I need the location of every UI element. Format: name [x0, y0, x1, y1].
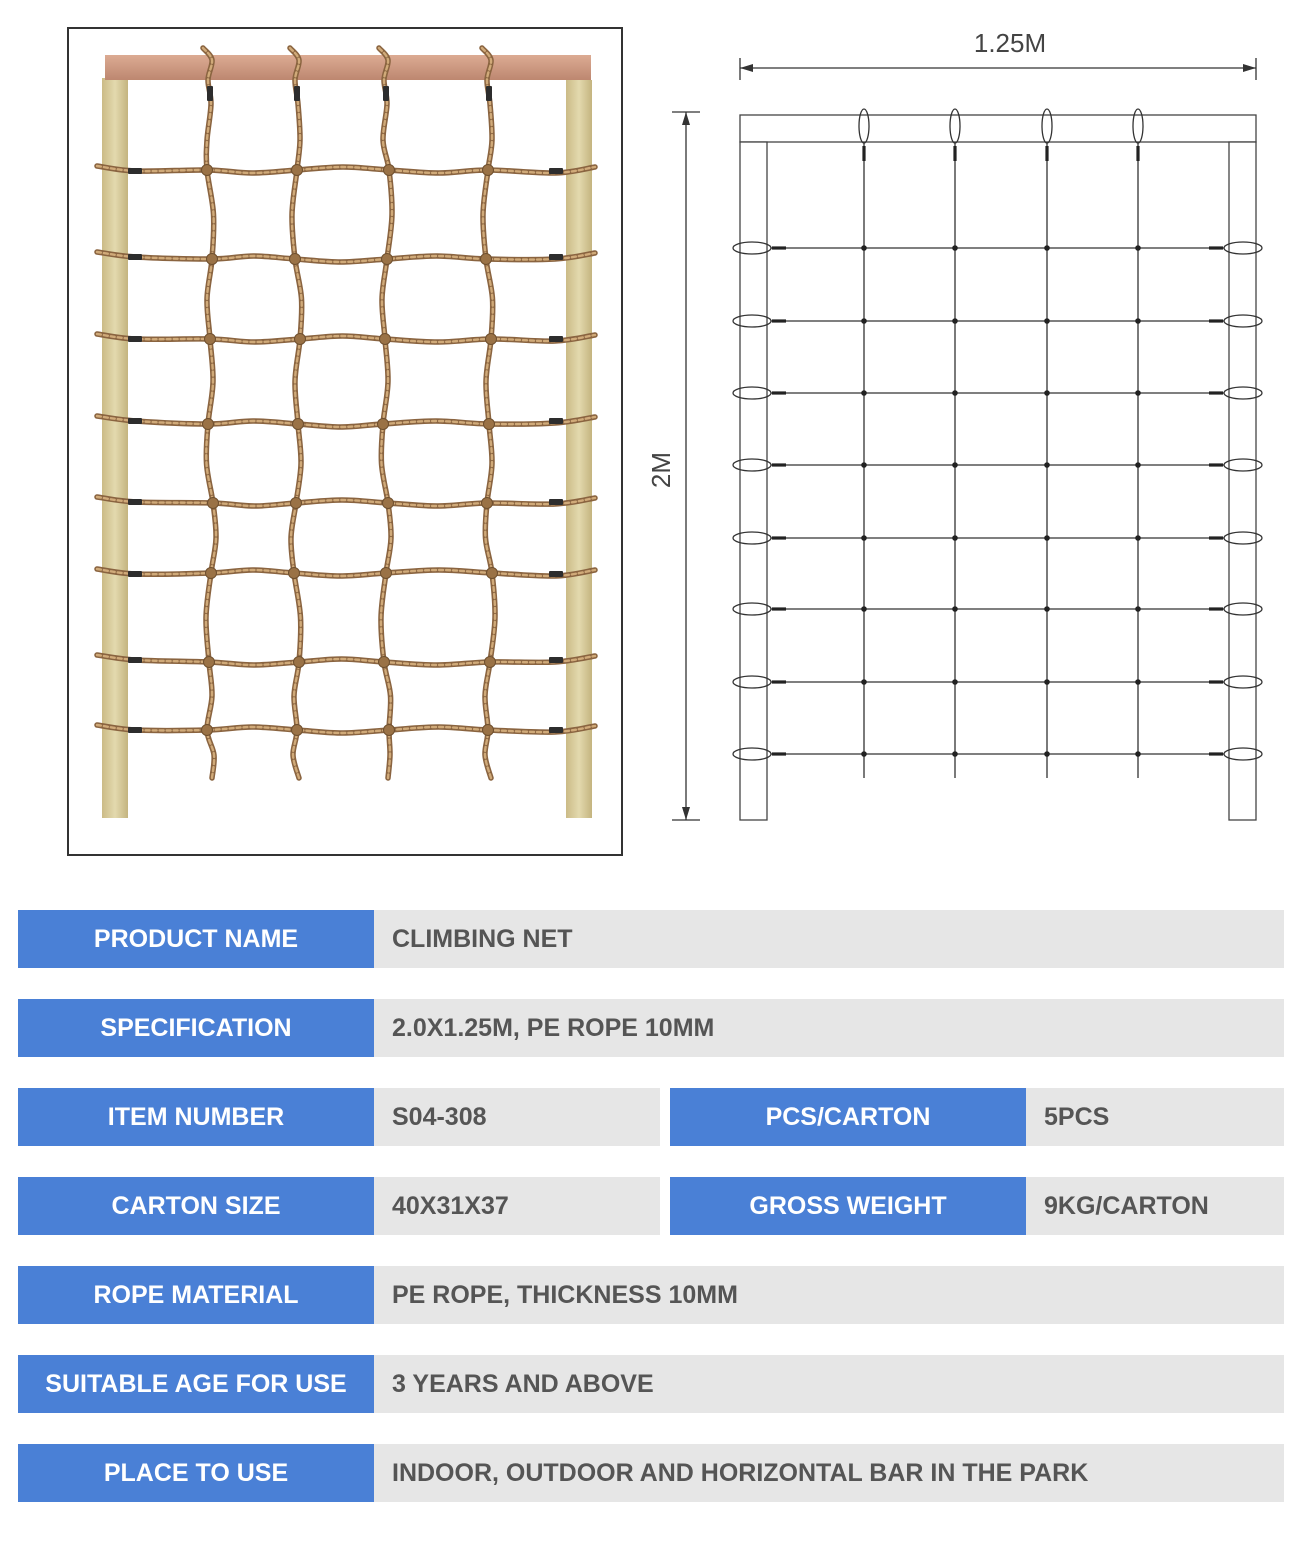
photo-rope-knot	[483, 725, 494, 736]
photo-side-clip-right	[549, 168, 563, 174]
photo-rope-knot	[379, 657, 390, 668]
photo-rope-knot	[384, 165, 395, 176]
photo-rope-knot	[384, 725, 395, 736]
rope-material-value: PE ROPE, THICKNESS 10MM	[374, 1266, 1284, 1324]
photo-side-clip-left	[128, 727, 142, 733]
specification-value: 2.0X1.25M, PE ROPE 10MM	[374, 999, 1284, 1057]
diagram-rope-knot	[1044, 679, 1050, 685]
diagram-rope-knot	[1135, 751, 1141, 757]
diagram-rope-knot	[952, 751, 958, 757]
photo-top-clip	[486, 86, 492, 101]
diagram-rope-knot	[861, 679, 867, 685]
photo-right-post	[566, 80, 592, 818]
photo-side-clip-right	[549, 727, 563, 733]
diagram-right-post	[1229, 142, 1256, 820]
photo-rope-knot	[207, 254, 218, 265]
photo-side-clip-right	[549, 499, 563, 505]
photo-rope-knot	[383, 498, 394, 509]
photo-rope-knot	[482, 498, 493, 509]
gross-weight-label: GROSS WEIGHT	[670, 1177, 1026, 1235]
photo-rope-knot	[202, 165, 213, 176]
diagram-rope-knot	[952, 390, 958, 396]
item-number-value: S04-308	[374, 1088, 660, 1146]
photo-rope-knot	[294, 657, 305, 668]
suitable-age-label: SUITABLE AGE FOR USE	[18, 1355, 374, 1413]
diagram-rope-net	[733, 109, 1262, 778]
diagram-rope-knot	[1044, 535, 1050, 541]
photo-side-clip-left	[128, 571, 142, 577]
photo-rope-knot	[382, 254, 393, 265]
photo-rope-knot	[206, 568, 217, 579]
diagram-rope-knot	[1135, 606, 1141, 612]
photo-rope-knot	[484, 419, 495, 430]
diagram-rope-knot	[861, 606, 867, 612]
photo-left-post	[102, 78, 128, 818]
place-to-use-value: INDOOR, OUTDOOR AND HORIZONTAL BAR IN THE PARK	[374, 1444, 1284, 1502]
specification-label: SPECIFICATION	[18, 999, 374, 1057]
diagram-rope-knot	[861, 462, 867, 468]
diagram-rope-knot	[1135, 318, 1141, 324]
gross-weight-value: 9KG/CARTON	[1026, 1177, 1284, 1235]
photo-rope-knot	[205, 334, 216, 345]
photo-rope-knot	[292, 165, 303, 176]
photo-side-clip-right	[549, 571, 563, 577]
product-name-label: PRODUCT NAME	[18, 910, 374, 968]
diagram-rope-knot	[1044, 751, 1050, 757]
photo-rope-knot	[293, 419, 304, 430]
photo-rope-knot	[208, 498, 219, 509]
diagram-rope-knot	[1044, 245, 1050, 251]
photo-rope-knot	[203, 419, 214, 430]
height-dimension-label: 2M	[646, 451, 676, 489]
diagram-rope-knot	[952, 462, 958, 468]
photo-rope-knot	[202, 725, 213, 736]
photo-rope-knot	[381, 568, 392, 579]
photo-rope-knot	[291, 498, 302, 509]
photo-rope-knot	[380, 334, 391, 345]
diagram-rope-knot	[1044, 462, 1050, 468]
diagram-rope-knot	[952, 606, 958, 612]
carton-size-label: CARTON SIZE	[18, 1177, 374, 1235]
width-arrow-left	[740, 64, 753, 72]
diagram-rope-knot	[861, 318, 867, 324]
diagram-rope-knot	[1044, 318, 1050, 324]
pcs-carton-value: 5PCS	[1026, 1088, 1284, 1146]
photo-rope-knot	[292, 725, 303, 736]
diagram-rope-knot	[861, 751, 867, 757]
photo-side-clip-right	[549, 254, 563, 260]
photo-rope-knot	[481, 254, 492, 265]
photo-top-beam	[105, 55, 591, 80]
photo-side-clip-left	[128, 336, 142, 342]
photo-side-clip-right	[549, 418, 563, 424]
photo-side-clip-left	[128, 657, 142, 663]
diagram-rope-knot	[952, 679, 958, 685]
photo-top-clip	[207, 86, 213, 101]
diagram-rope-knot	[1135, 462, 1141, 468]
diagram-rope-knot	[1135, 245, 1141, 251]
photo-rope-knot	[295, 334, 306, 345]
product-name-value: CLIMBING NET	[374, 910, 1284, 968]
photo-rope-knot	[204, 657, 215, 668]
photo-rope-knot	[485, 657, 496, 668]
place-to-use-label: PLACE TO USE	[18, 1444, 374, 1502]
diagram-rope-knot	[861, 390, 867, 396]
rope-material-label: ROPE MATERIAL	[18, 1266, 374, 1324]
diagram-rope-knot	[952, 318, 958, 324]
diagram-rope-knot	[1044, 606, 1050, 612]
height-arrow-bottom	[682, 807, 690, 820]
diagram-rope-knot	[1135, 390, 1141, 396]
photo-rope-knot	[378, 419, 389, 430]
photo-side-clip-right	[549, 336, 563, 342]
diagram-rope-knot	[1044, 390, 1050, 396]
diagram-top-beam	[740, 115, 1256, 142]
photo-rope-knot	[289, 568, 300, 579]
photo-rope-knot	[487, 568, 498, 579]
diagram-rope-knot	[952, 245, 958, 251]
photo-side-clip-left	[128, 168, 142, 174]
photo-rope-knot	[290, 254, 301, 265]
photo-side-clip-left	[128, 418, 142, 424]
photo-top-clip	[383, 86, 389, 101]
photo-side-clip-left	[128, 499, 142, 505]
width-arrow-right	[1243, 64, 1256, 72]
dimension-diagram	[646, 28, 1262, 820]
item-number-label: ITEM NUMBER	[18, 1088, 374, 1146]
photo-rope-knot	[486, 334, 497, 345]
suitable-age-value: 3 YEARS AND ABOVE	[374, 1355, 1284, 1413]
carton-size-value: 40X31X37	[374, 1177, 660, 1235]
pcs-carton-label: PCS/CARTON	[670, 1088, 1026, 1146]
diagram-rope-knot	[952, 535, 958, 541]
photo-side-clip-left	[128, 254, 142, 260]
photo-side-clip-right	[549, 657, 563, 663]
diagram-rope-knot	[861, 245, 867, 251]
photo-top-clip	[294, 86, 300, 101]
height-arrow-top	[682, 112, 690, 125]
diagram-rope-knot	[1135, 679, 1141, 685]
diagram-rope-knot	[1135, 535, 1141, 541]
photo-rope-knot	[483, 165, 494, 176]
diagram-rope-knot	[861, 535, 867, 541]
width-dimension-label: 1.25M	[973, 28, 1047, 58]
